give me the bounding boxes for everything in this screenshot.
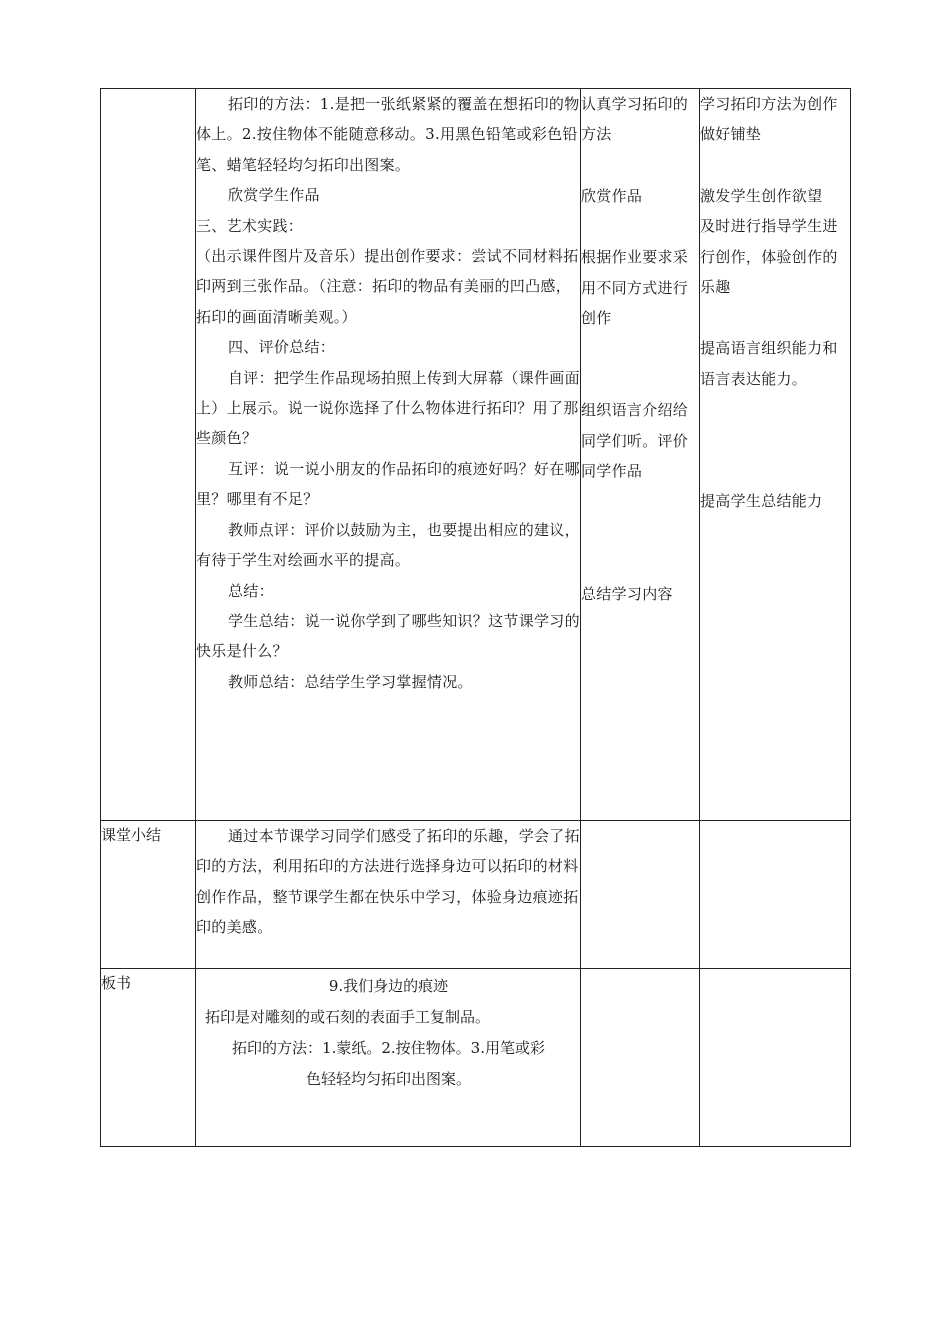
- student-activity-5: 总结学习内容: [581, 584, 673, 603]
- student-activity-3: 根据作业要求采用不同方式进行创作: [581, 248, 689, 328]
- board-line-definition: 拓印是对雕刻的或石刻的表面手工复制品。: [205, 1008, 491, 1026]
- student-activity-4: 组织语言介绍给同学们听。评价同学作品: [581, 401, 689, 481]
- board-title: 9.我们身边的痕迹: [328, 977, 449, 995]
- board-design-label: 板书: [101, 969, 196, 1147]
- board-design-empty-cell-1: [581, 969, 700, 1147]
- lesson-plan-table: [100, 88, 851, 1147]
- teaching-process-row: [101, 89, 851, 821]
- board-design-empty-cell-2: [700, 969, 851, 1147]
- class-summary-content-cell: [196, 821, 581, 969]
- board-design-row: [101, 969, 851, 1147]
- student-activity-2: 欣赏作品: [581, 186, 643, 205]
- design-intent-3: 及时进行指导学生进行创作，体验创作的乐趣: [700, 217, 838, 297]
- class-summary-empty-cell-1: [581, 821, 700, 969]
- summary-heading: 总结：: [228, 581, 274, 600]
- design-intent-2: 激发学生创作欲望: [700, 186, 823, 205]
- peer-evaluation-paragraph: 互评：说一说小朋友的作品拓印的痕迹好吗？好在哪里？哪里有不足？: [196, 459, 580, 509]
- process-content-cell: [196, 89, 581, 821]
- design-intent-cell: [700, 89, 851, 821]
- class-summary-label: 课堂小结: [101, 821, 196, 969]
- board-design-content-cell: [196, 969, 581, 1147]
- process-label-cell: [101, 89, 196, 821]
- design-intent-5: 提高学生总结能力: [700, 492, 823, 511]
- evaluation-heading: 四、评价总结：: [228, 338, 336, 357]
- design-intent-4: 提高语言组织能力和语言表达能力。: [700, 339, 838, 388]
- student-activity-1: 认真学习拓印的方法: [581, 95, 689, 144]
- class-summary-text: 通过本节课学习同学们感受了拓印的乐趣，学会了拓印的方法，利用拓印的方法进行选择身边可以拓印的材料创作作品，整节课学生都在快乐中学习，体验身边痕迹拓印的美感。: [196, 827, 580, 937]
- creation-requirements-paragraph: （出示课件图片及音乐）提出创作要求：尝试不同材料拓印两到三张作品。（注意：拓印的物品有美丽的凹凸感，拓印的画面清晰美观。）: [196, 247, 579, 326]
- class-summary-empty-cell-2: [700, 821, 851, 969]
- teacher-summary-paragraph: 教师总结：总结学生学习掌握情况。: [228, 672, 473, 691]
- teacher-comment-paragraph: 教师点评：评价以鼓励为主，也要提出相应的建议，有待于学生对绘画水平的提高。: [196, 520, 580, 570]
- board-line-method-cont: 色轻轻均匀拓印出图案。: [305, 1070, 471, 1088]
- student-summary-paragraph: 学生总结：说一说你学到了哪些知识？这节课学习的快乐是什么？: [196, 611, 580, 661]
- appreciate-works-paragraph: 欣赏学生作品: [228, 186, 320, 205]
- rubbing-method-paragraph: 拓印的方法：1.是把一张纸紧紧的覆盖在想拓印的物体上。2.按住物体不能随意移动。3.用黑色铅笔或彩色铅笔、蜡笔轻轻均匀拓印出图案。: [196, 95, 580, 174]
- design-intent-1: 学习拓印方法为创作做好铺垫: [700, 95, 838, 144]
- student-activity-cell: [581, 89, 700, 821]
- self-evaluation-paragraph: 自评：把学生作品现场拍照上传到大屏幕（课件画面上）上展示。说一说你选择了什么物体进行拓印？用了那些颜色？: [196, 368, 580, 448]
- board-line-method: 拓印的方法：1.蒙纸。2.按住物体。3.用笔或彩: [232, 1039, 545, 1057]
- art-practice-heading: 三、艺术实践：: [196, 216, 304, 235]
- class-summary-row: [101, 821, 851, 969]
